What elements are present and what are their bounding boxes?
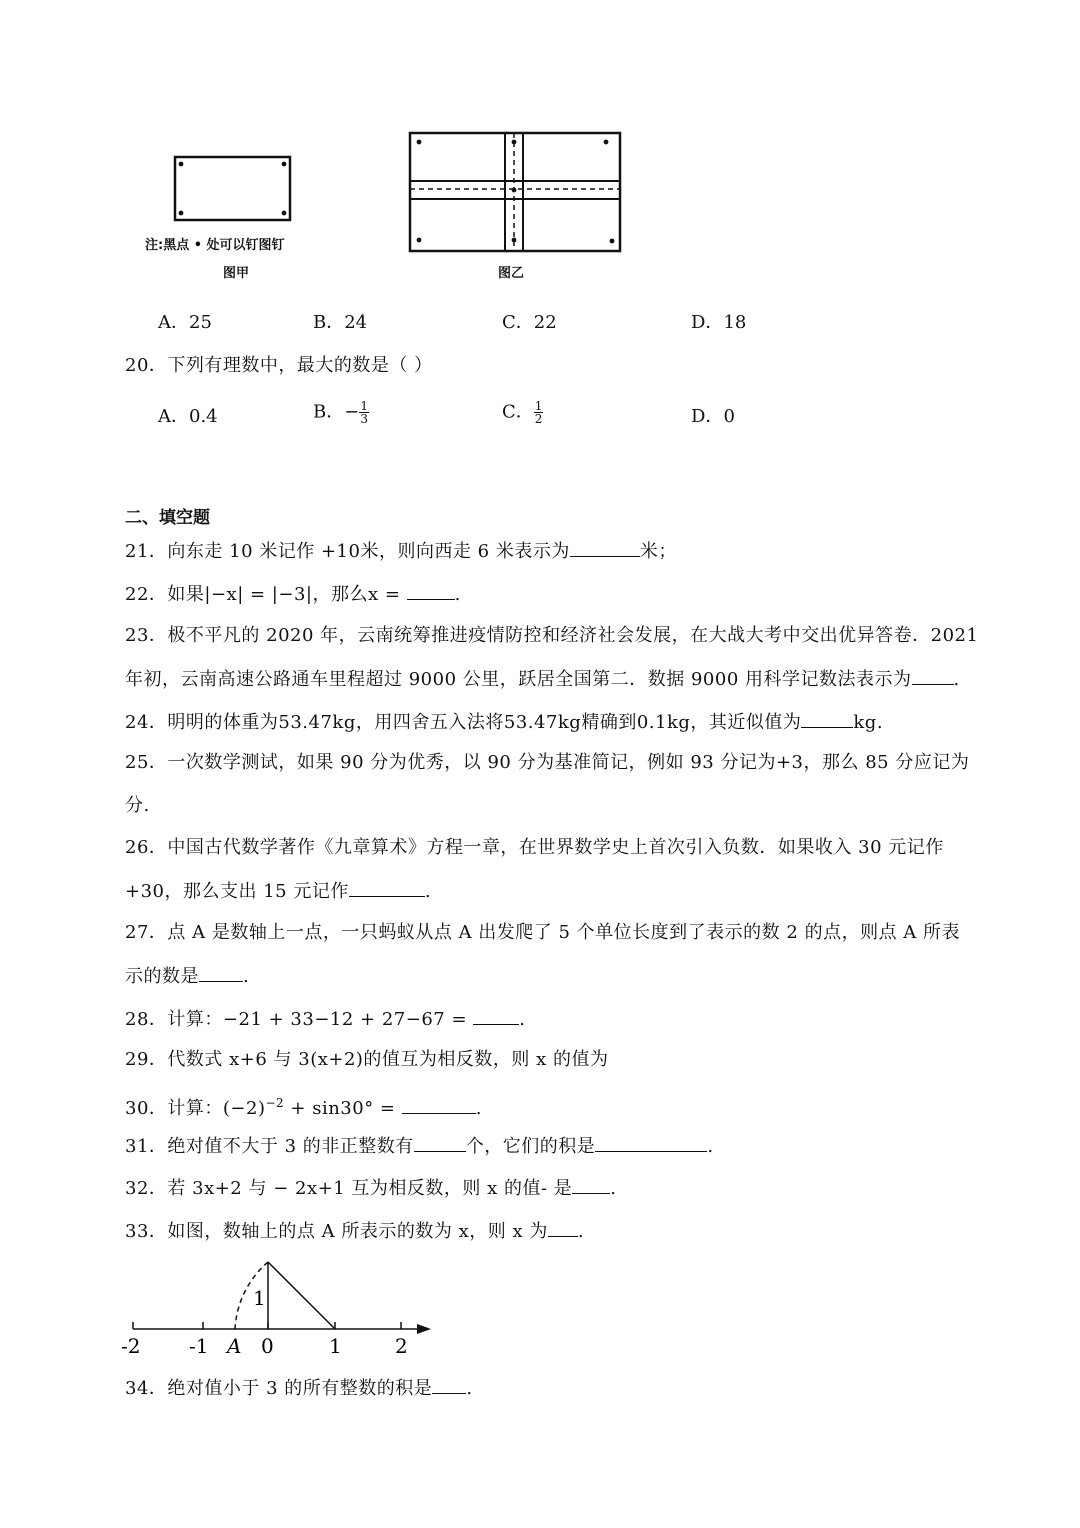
q19-option-d: D．18 bbox=[691, 312, 747, 333]
height-label: 1 bbox=[253, 1286, 266, 1310]
hypotenuse-segment bbox=[268, 1262, 335, 1329]
q30: 30．计算：$(-2)^{-2} + \sin 30^\circ$ = . bbox=[125, 1096, 482, 1119]
q27-line2: 示的数是 . bbox=[125, 963, 249, 989]
q25-line1: 25．一次数学测试，如果 90 分为优秀，以 90 分为基准简记，例如 93 分记为+3，那么 85 分应记为 bbox=[125, 752, 970, 773]
section-title: 二、填空题 bbox=[125, 508, 210, 528]
tick-label: -2 bbox=[121, 1334, 141, 1358]
q20-option-c: C． $\frac{1}{2}$ bbox=[502, 399, 543, 426]
q19-option-a: A．25 bbox=[158, 312, 212, 333]
q20-option-a: A．0.4 bbox=[158, 406, 218, 427]
q20-option-b: B．− $\frac{1}{3}$ bbox=[313, 399, 368, 426]
tick-label: -1 bbox=[189, 1334, 209, 1358]
tick-label: 1 bbox=[329, 1334, 342, 1358]
q32: 32．若 3x+2 与 − 2x+1 互为相反数，则 x 的值- 是 . bbox=[125, 1175, 617, 1201]
figure-caption-jia: 图甲 bbox=[223, 266, 250, 281]
tick-label: 0 bbox=[261, 1334, 274, 1358]
q25-line2: 分. bbox=[125, 795, 150, 816]
q21: 21．向东走 10 米记作 +10米，则向西走 6 米表示为 米； bbox=[125, 538, 677, 564]
overlapping-boards-diagram bbox=[405, 128, 625, 256]
q31: 31．绝对值不大于 3 的非正整数有 个，它们的积是 . bbox=[125, 1133, 714, 1159]
figure-note: 注:黑点 • 处可以钉图钉 bbox=[145, 238, 285, 253]
q33: 33．如图，数轴上的点 A 所表示的数为 x，则 x 为 . bbox=[125, 1218, 584, 1244]
q24: 24．明明的体重为53.47kg，用四舍五入法将53.47kg精确到0.1kg，其近似值为 kg. bbox=[125, 709, 883, 735]
q26-line2: +30，那么支出 15 元记作 . bbox=[125, 878, 431, 904]
q29: 29．代数式 x+6 与 3(x+2)的值互为相反数，则 x 的值为 bbox=[125, 1049, 609, 1070]
tick-label: 2 bbox=[395, 1334, 408, 1358]
q28: 28．计算：−21 + 33−12 + 27−67 = . bbox=[125, 1006, 525, 1032]
q19-option-b: B．24 bbox=[313, 312, 368, 333]
q27-line1: 27．点 A 是数轴上一点，一只蚂蚁从点 A 出发爬了 5 个单位长度到了表示的数 2 的点，则点 A 所表 bbox=[125, 922, 961, 943]
q26-line1: 26．中国古代数学著作《九章算术》方程一章，在世界数学史上首次引入负数．如果收入 30 元记作 bbox=[125, 837, 944, 858]
axis-arrow-icon bbox=[417, 1324, 431, 1334]
q34: 34．绝对值小于 3 的所有整数的积是 . bbox=[125, 1375, 473, 1401]
q20-option-d: D．0 bbox=[691, 406, 735, 427]
q19-option-c: C．22 bbox=[502, 312, 557, 333]
number-line-figure bbox=[115, 1250, 445, 1360]
point-a-label: A bbox=[227, 1334, 242, 1358]
figure-yi bbox=[405, 128, 625, 281]
q23-line1: 23．极不平凡的 2020 年，云南统筹推进疫情防控和经济社会发展，在大战大考中交出优异答卷．2021 bbox=[125, 625, 979, 646]
q23-line2: 年初，云南高速公路通车里程超过 9000 公里，跃居全国第二．数据 9000 用科学记数法表示为 . bbox=[125, 666, 960, 692]
rectangle-board-diagram bbox=[140, 150, 340, 230]
figure-jia bbox=[140, 150, 340, 280]
q20-stem: 20．下列有理数中，最大的数是（ ） bbox=[125, 355, 433, 376]
q22: 22．如果|−x| = |−3|，那么x = . bbox=[125, 581, 461, 607]
figure-caption-yi: 图乙 bbox=[498, 266, 525, 281]
